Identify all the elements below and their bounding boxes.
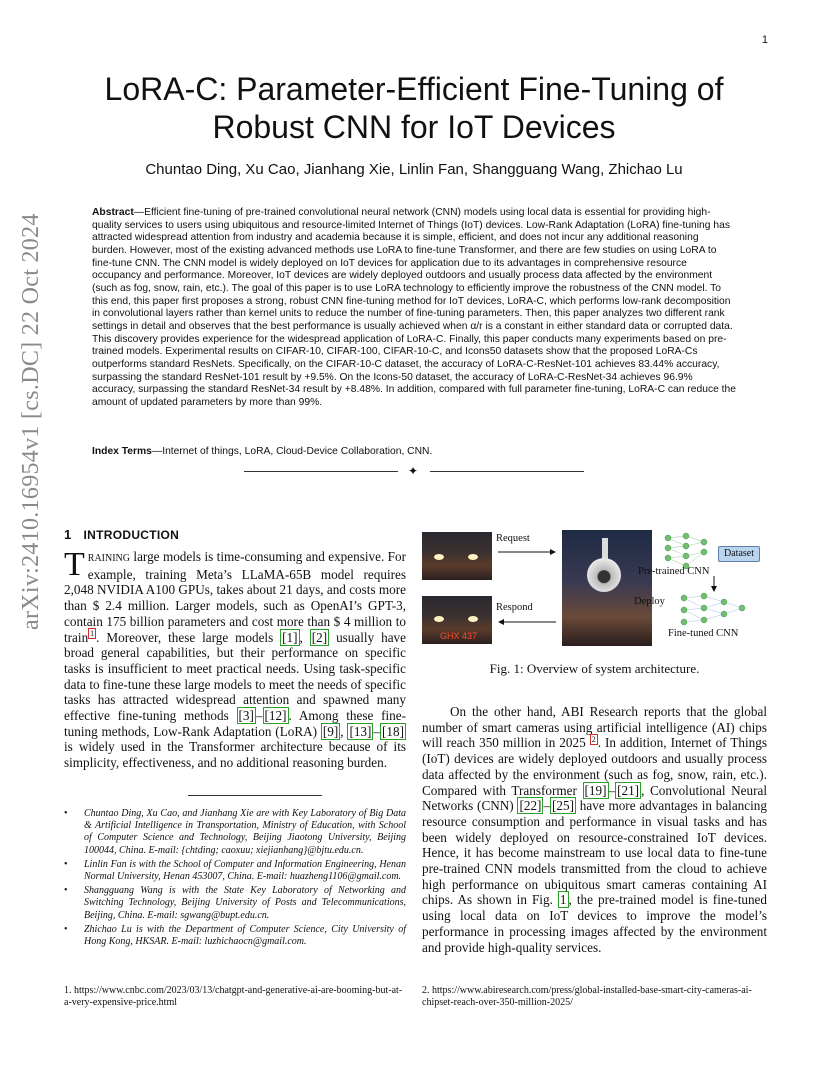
respond-label: Respond: [496, 602, 533, 613]
respond-arrow-icon: [498, 618, 556, 626]
footnote-link-2[interactable]: 2: [591, 735, 596, 745]
figure-caption: Fig. 1: Overview of system architecture.: [489, 661, 700, 676]
footnote-1[interactable]: 1. https://www.cnbc.com/2023/03/13/chatgpt-and-generative-ai-are-booming-but-at-a-very-expensive-price.html: [64, 985, 403, 1009]
intro-text: –: [543, 798, 551, 814]
section-number: 1: [64, 527, 72, 542]
affiliation-text: Zhichao Lu is with the Department of Computer Science, City University of Hong Kong, HKSAR. E-mail: luzhichaocn@gmail.com.: [84, 923, 406, 948]
paper-title: LoRA-C: Parameter-Efficient Fine-Tuning of Robust CNN for IoT Devices: [104, 71, 724, 145]
page-number: 1: [761, 34, 768, 46]
intro-text: . Moreover, these large models: [96, 629, 281, 645]
intro-text: On the other hand, ABI Research reports that the global number of smart cameras using artificial intelligence (AI) chips will reach 350 million in 2025: [422, 704, 767, 751]
bullet-icon: •: [64, 923, 68, 935]
citation-link[interactable]: [18]: [382, 723, 404, 739]
section-separator: [244, 465, 584, 477]
abstract: [92, 207, 736, 410]
citation-link[interactable]: [9]: [322, 723, 339, 739]
intro-paragraph-left: [64, 546, 406, 771]
camera-mount: [602, 538, 608, 560]
index-terms: [92, 446, 736, 457]
index-terms-label: Index Terms: [92, 446, 152, 457]
citation-link[interactable]: [3]: [238, 708, 254, 724]
intro-paragraph-right: [422, 704, 767, 955]
affiliation-item: [64, 859, 406, 883]
intro-smallcaps: RAINING: [87, 553, 130, 564]
citation-link[interactable]: [19]: [584, 782, 607, 798]
citation-link[interactable]: [25]: [552, 798, 575, 814]
affiliation-text: Chuntao Ding, Xu Cao, and Jianhang Xie are with Key Laboratory of Big Data & Artificial Intelligence in Transportation, Ministry of Education, with School of Computer Science and Technology, Beijing Jiaotong University, Beijing 100044, China. E-mail: {chtding; caoxuu; xiejianhang}@bjtu.edu.cn.: [84, 808, 406, 856]
citation-link[interactable]: [13]: [349, 723, 372, 739]
pretrained-cnn-label: Pre-trained CNN: [638, 566, 710, 577]
intro-text: large models is time-consuming and expensive. For example, training Meta’s LLaMA-65B model requires 2,048 NVIDIA A100 GPUs, takes about 21 days, and costs more than $ 2.4 million. Larger models, such as OpenAI’s GPT-3, contain 175 billion parameters and cost more than $ 4 million to train: [64, 549, 406, 645]
citation-link[interactable]: [2]: [311, 629, 328, 645]
request-arrow-icon: [498, 548, 556, 556]
security-camera-icon: [587, 558, 621, 592]
index-terms-text: —Internet of things, LoRA, Cloud-Device Collaboration, CNN.: [151, 446, 433, 457]
dataset-box: Dataset: [718, 546, 760, 562]
citation-link[interactable]: [21]: [617, 782, 640, 798]
separator-line-right: [430, 471, 584, 472]
diamond-ornament-icon: ✦: [408, 464, 419, 478]
abstract-text: —Efficient fine-tuning of pre-trained convolutional neural network (CNN) models using local data is essential for providing high-quality services to users using ubiquitous and resource-limited Internet of Things (IoT) devices. Low-Rank Adaptation (LoRA) fine-tuning has attracted widespread attention from industry and academia because it is simple, efficient, and does not incur any additional reasoning burden. However, most of the existing advanced methods use LoRA to fine-tune Transformer, and there are few studies on using LoRA to fine-tune CNN. The CNN model is widely deployed on IoT devices for application due to its advantages in comprehensive resource occupancy and performance. Moreover, IoT devices are widely deployed outdoors and usually process data affected by the environment (such as fog, snow, rain, etc.). The goal of this paper is to use LoRA technology to efficiently improve the robustness of the CNN model. To this end, this paper first proposes a strong, robust CNN fine-tuning method for IoT devices, LoRA-C, which performs low-rank decomposition in convolutional layers rather than kernel units to reduce the number of fine-tuning parameters. Then, this paper analyzes two different rank settings in detail and observes that the best performance is usually achieved when α/r is a constant in either standard data or corrupted data. This discovery provides experience for the widespread application of LoRA-C. Finally, this paper conducts many experiments based on pre-trained models. Experimental results on CIFAR-10, CIFAR-100, CIFAR-10-C, and Icons50 datasets show that the proposed LoRA-Cs outperforms standard ResNets. Specifically, on the CIFAR-10-C dataset, the accuracy of LoRA-C-ResNet-101 achieves 83.44% accuracy, surpassing the standard ResNet-101 result by +9.5%. On the Icons-50 dataset, the accuracy of LoRA-C-ResNet-34 achieves 96.9% accuracy, surpassing the standard ResNet-34 result by +8.48%. In addition, compared with full parameter fine-tuning, LoRA-C can reduce the amount of updated parameters by more than 99%.: [92, 207, 736, 408]
footnote-link-1[interactable]: 1: [90, 629, 95, 639]
affiliation-item: [64, 885, 406, 922]
license-plate-label: GHX 437: [440, 631, 478, 641]
car-photo-respond: [422, 596, 492, 644]
section-heading-introduction: [64, 527, 179, 542]
figure-link[interactable]: 1: [559, 892, 567, 908]
affiliation-list: [64, 808, 406, 950]
intro-text: . Among these fine-tuning methods, Low-Rank Adaptation (LoRA): [64, 708, 406, 739]
intro-text: –: [373, 723, 381, 739]
intro-text: ,: [299, 629, 310, 645]
affiliation-text: Linlin Fan is with the School of Computer and Information Engineering, Henan Normal University, Henan 453007, China. E-mail: huazheng1106@gmail.com.: [84, 858, 406, 883]
author-list: Chuntao Ding, Xu Cao, Jianhang Xie, Linlin Fan, Shangguang Wang, Zhichao Lu: [145, 161, 683, 178]
intro-text: , the pre-trained model is fine-tuned using local data on IoT devices to improve the model’s performance in processing images affected by the environment and provide high-quality services.: [422, 892, 767, 955]
intro-text: , Convolutional Neural Networks (CNN): [422, 782, 767, 814]
smart-camera-photo: [562, 530, 652, 646]
intro-text: . In addition, Internet of Things (IoT) devices are widely deployed outdoors and usually process data affected by the environment (such as fog, snow, rain, etc.). Compared with Transformer: [422, 735, 767, 798]
affiliation-item: [64, 808, 406, 857]
citation-link[interactable]: [22]: [519, 798, 542, 814]
intro-text: –: [255, 708, 263, 724]
footnote-2[interactable]: 2. https://www.abiresearch.com/press/global-installed-base-smart-city-cameras-ai-chipset-reach-over-350-million-2025/: [422, 985, 752, 1009]
bullet-icon: •: [64, 885, 68, 897]
intro-text: is widely used in the Transformer architecture because of its simplicity, effectiveness, and no additional reasoning burden.: [64, 739, 406, 771]
deploy-label: Deploy: [634, 596, 665, 607]
citation-link[interactable]: [12]: [264, 708, 287, 724]
intro-text: –: [608, 782, 616, 798]
section-title: INTRODUCTION: [83, 528, 180, 542]
arxiv-stamp[interactable]: arXiv:2410.16954v1 [cs.DC] 22 Oct 2024: [18, 213, 44, 630]
intro-text: ,: [340, 723, 348, 739]
drop-cap: T: [64, 546, 85, 583]
abstract-label: Abstract: [92, 207, 134, 218]
separator-line-left: [244, 471, 398, 472]
footnote-rule: [188, 795, 322, 796]
affiliation-item: [64, 924, 406, 948]
system-architecture-figure: [422, 530, 767, 650]
intro-text: usually have broad general capabilities, but their performance on specific tasks is insufficient to meet practical needs. Using task-specific data to fine-tune these large models to meet the needs of specific tasks has attracted widespread attention and spawned many effective fine-tuning methods: [64, 629, 406, 724]
bullet-icon: •: [64, 808, 68, 819]
intro-text: have more advantages in balancing resource consumption and performance in visual tasks and has been widely deployed on resource-constrained IoT devices. Hence, it has become mainstream to use local data to fine-tune pre-trained CNN models transmitted from the cloud to achieve high performance on ubiquitous smart cameras containing AI chips. As shown in Fig.: [422, 798, 767, 908]
car-photo-request: [422, 532, 492, 580]
request-label: Request: [496, 533, 530, 544]
citation-link[interactable]: [1]: [282, 629, 298, 645]
bullet-icon: •: [64, 858, 68, 870]
affiliation-text: Shangguang Wang is with the State Key Laboratory of Networking and Switching Technology, Beijing University of Posts and Telecommunications, Beijing, China. E-mail: sgwang@bupt.edu.cn.: [84, 885, 406, 921]
finetuned-cnn-label: Fine-tuned CNN: [668, 628, 739, 639]
